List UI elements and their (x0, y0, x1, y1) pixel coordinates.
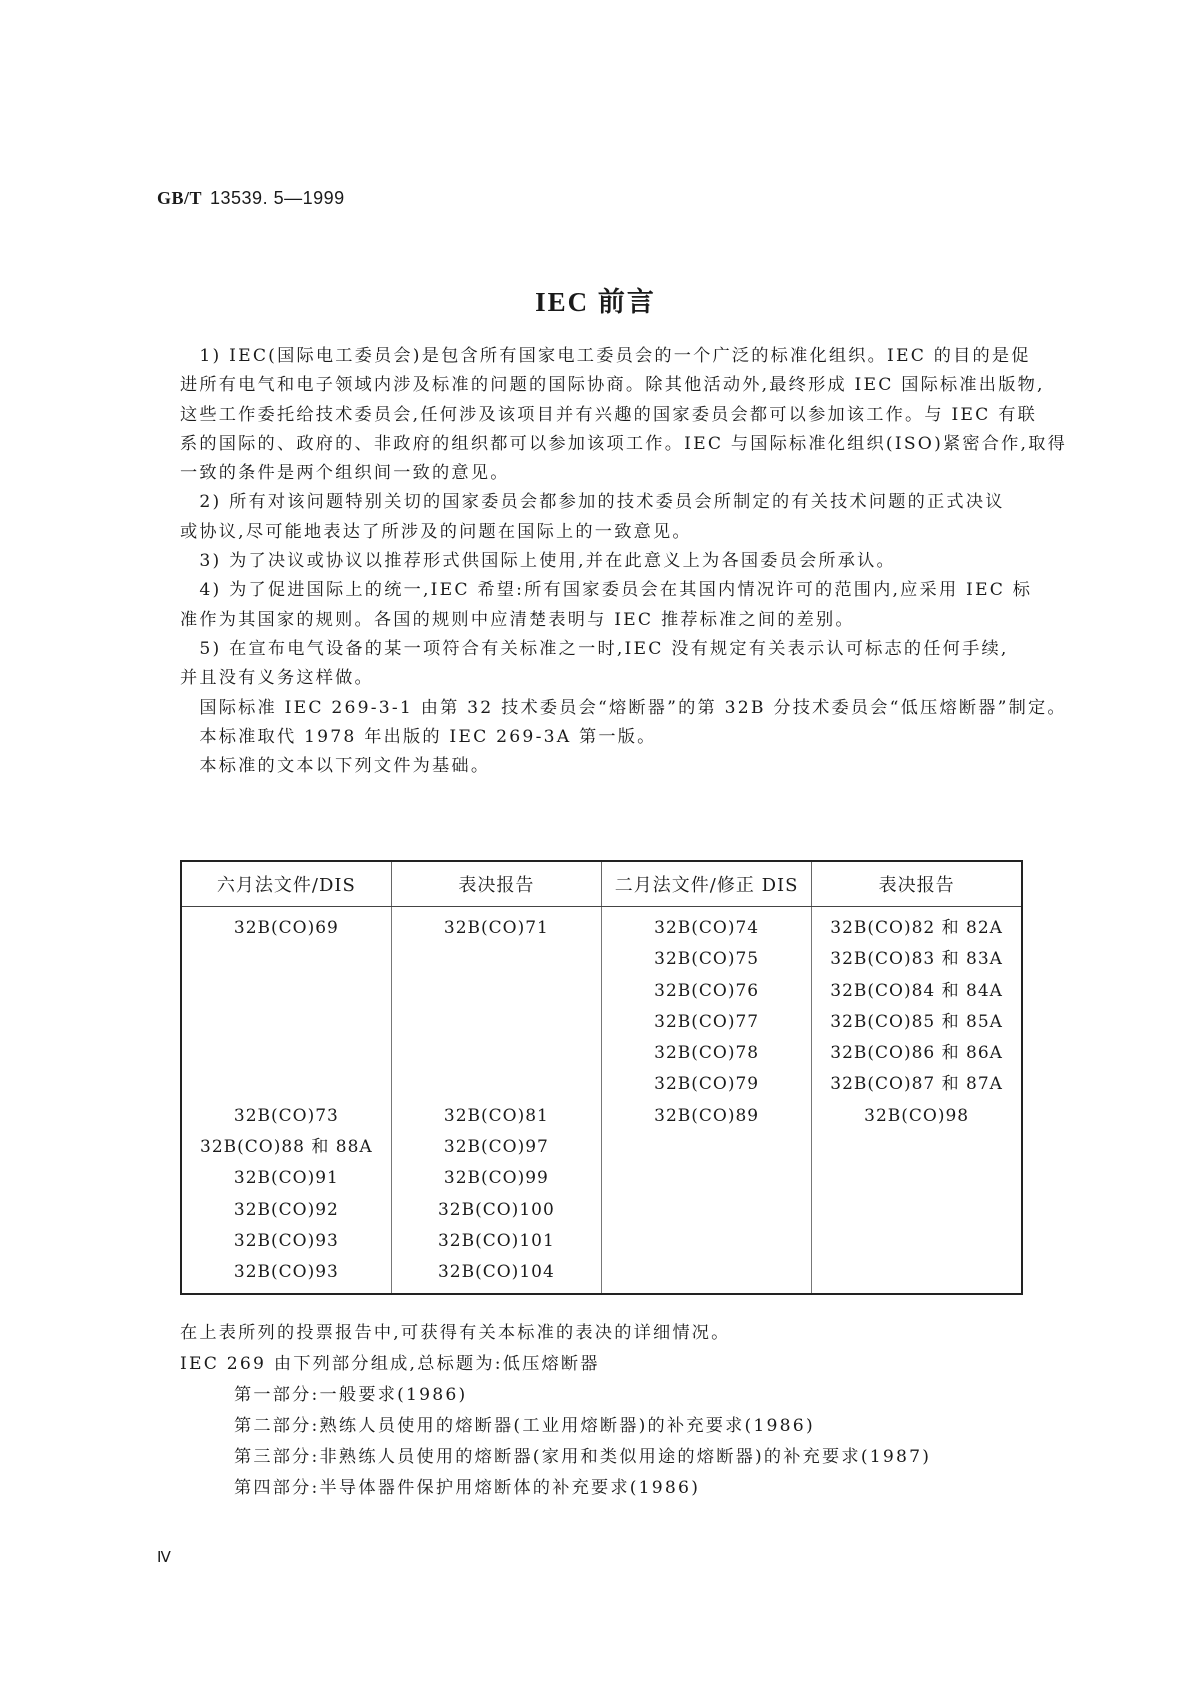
table-cell: 32B(CO)97 (443, 1137, 549, 1158)
table-cell: 32B(CO)75 (654, 949, 760, 970)
table-cell: 32B(CO)83 和 83A (830, 949, 1003, 970)
table-cell (602, 1195, 811, 1226)
page-title: IEC 前言 (535, 287, 656, 317)
table-cell (182, 944, 391, 975)
table-cell (392, 1069, 601, 1100)
parts-list (180, 1380, 931, 1504)
table-cell: 32B(CO)91 (233, 1168, 339, 1189)
text-line: 这些工作委托给技术委员会,任何涉及该项目并有兴趣的国家委员会都可以参加该工作。与 IEC 有联 (180, 404, 1037, 425)
table-cell (602, 1163, 811, 1194)
table-cell: 32B(CO)101 (437, 1230, 555, 1251)
table-cell (392, 1007, 601, 1038)
table-cell: 32B(CO)84 和 84A (830, 980, 1003, 1001)
table-cell (182, 976, 391, 1007)
text-line: 4) 为了促进国际上的统一,IEC 希望:所有国家委员会在其国内情况许可的范围内,应采用 IEC 标 (180, 580, 1033, 601)
table-cell (182, 1069, 391, 1100)
text-line: 准作为其国家的规则。各国的规则中应清楚表明与 IEC 推荐标准之间的差别。 (180, 609, 855, 630)
table-cell: 32B(CO)76 (654, 980, 760, 1001)
table-cell (812, 1132, 1021, 1163)
table-column (391, 907, 601, 1294)
text-line: 系的国际的、政府的、非政府的组织都可以参加该项工作。IEC 与国际标准化组织(ISO)紧密合作,取得 (180, 433, 1067, 454)
table-cell (392, 976, 601, 1007)
table-cell: 32B(CO)74 (654, 918, 760, 938)
column-header: 表决报告 (812, 861, 1022, 907)
text-line: 国际标准 IEC 269-3-1 由第 32 技术委员会“熔断器”的第 32B 分技术委员会“低压熔断器”制定。 (180, 697, 1067, 718)
text-line: 并且没有义务这样做。 (180, 668, 374, 689)
table-cell: 32B(CO)85 和 85A (830, 1011, 1003, 1032)
table-cell (812, 1257, 1021, 1288)
voting-note: 在上表所列的投票报告中,可获得有关本标准的表决的详细情况。 (180, 1323, 731, 1343)
table-cell: 32B(CO)93 (233, 1262, 339, 1283)
table-cell: 32B(CO)87 和 87A (830, 1074, 1003, 1095)
table-cell (182, 1007, 391, 1038)
column-header: 二月法文件/修正 DIS (602, 861, 812, 907)
table-cell (602, 1257, 811, 1288)
table-column (812, 907, 1022, 1294)
table-column (602, 907, 812, 1294)
text-line: 或协议,尽可能地表达了所涉及的问题在国际上的一致意见。 (180, 521, 692, 542)
standard-prefix: GB/T (157, 188, 203, 208)
table-cell: 32B(CO)82 和 82A (830, 918, 1003, 938)
table-cell (392, 1038, 601, 1069)
table-cell (602, 1226, 811, 1257)
table-cell: 32B(CO)69 (233, 918, 339, 938)
table-cell: 32B(CO)92 (233, 1199, 339, 1220)
table-cell: 32B(CO)79 (654, 1074, 760, 1095)
standard-code (157, 188, 345, 209)
table-cell (602, 1132, 811, 1163)
table-cell: 32B(CO)71 (443, 918, 549, 938)
text-line: 2) 所有对该问题特别关切的国家委员会都参加的技术委员会所制定的有关技术问题的正式决议 (180, 492, 1005, 513)
table-column (181, 907, 391, 1294)
standard-number: 13539. 5—1999 (210, 188, 345, 208)
table-cell: 32B(CO)89 (654, 1105, 760, 1126)
text-line: 5) 在宣布电气设备的某一项符合有关标准之一时,IEC 没有规定有关表示认可标志的任何手续, (180, 638, 1009, 659)
table-header-row (181, 861, 1022, 907)
text-line: 进所有电气和电子领域内涉及标准的问题的国际协商。除其他活动外,最终形成 IEC 国际标准出版物, (180, 375, 1045, 396)
composition-intro: IEC 269 由下列部分组成,总标题为:低压熔断器 (180, 1354, 600, 1374)
table-cell: 32B(CO)86 和 86A (830, 1043, 1003, 1064)
text-line: 1) IEC(国际电工委员会)是包含所有国家电工委员会的一个广泛的标准化组织。IEC 的目的是促 (180, 346, 1031, 366)
table-cell (812, 1195, 1021, 1226)
document-table (180, 860, 1023, 1295)
page-number: Ⅳ (157, 1550, 171, 1566)
table-cell: 32B(CO)104 (437, 1262, 555, 1283)
column-header: 表决报告 (391, 861, 601, 907)
table-cell: 32B(CO)100 (437, 1199, 555, 1220)
table-cell: 32B(CO)98 (864, 1105, 970, 1126)
text-line: 3) 为了决议或协议以推荐形式供国际上使用,并在此意义上为各国委员会所承认。 (180, 551, 896, 572)
text-line: 一致的条件是两个组织间一致的意见。 (180, 463, 510, 484)
table-cell: 32B(CO)73 (233, 1105, 339, 1126)
list-item: 第二部分:熟练人员使用的熔断器(工业用熔断器)的补充要求(1986) (234, 1416, 815, 1436)
table-cell: 32B(CO)93 (233, 1230, 339, 1251)
list-item: 第四部分:半导体器件保护用熔断体的补充要求(1986) (234, 1478, 701, 1498)
list-item: 第一部分:一般要求(1986) (234, 1385, 468, 1405)
after-table-text (180, 1318, 931, 1504)
text-line: 本标准取代 1978 年出版的 IEC 269-3A 第一版。 (180, 726, 657, 747)
list-item: 第三部分:非熟练人员使用的熔断器(家用和类似用途的熔断器)的补充要求(1987) (234, 1447, 932, 1467)
table-cell: 32B(CO)81 (443, 1105, 549, 1126)
table-cell: 32B(CO)99 (443, 1168, 549, 1189)
table-row (181, 907, 1022, 1294)
foreword-body (180, 342, 1067, 781)
table-cell (392, 944, 601, 975)
table-cell (812, 1163, 1021, 1194)
table-cell (182, 1038, 391, 1069)
table-cell: 32B(CO)88 和 88A (200, 1137, 373, 1158)
text-line: 本标准的文本以下列文件为基础。 (180, 756, 491, 777)
table-cell: 32B(CO)78 (654, 1043, 760, 1064)
column-header: 六月法文件/DIS (181, 861, 391, 907)
table-cell: 32B(CO)77 (654, 1011, 760, 1032)
table-cell (812, 1226, 1021, 1257)
